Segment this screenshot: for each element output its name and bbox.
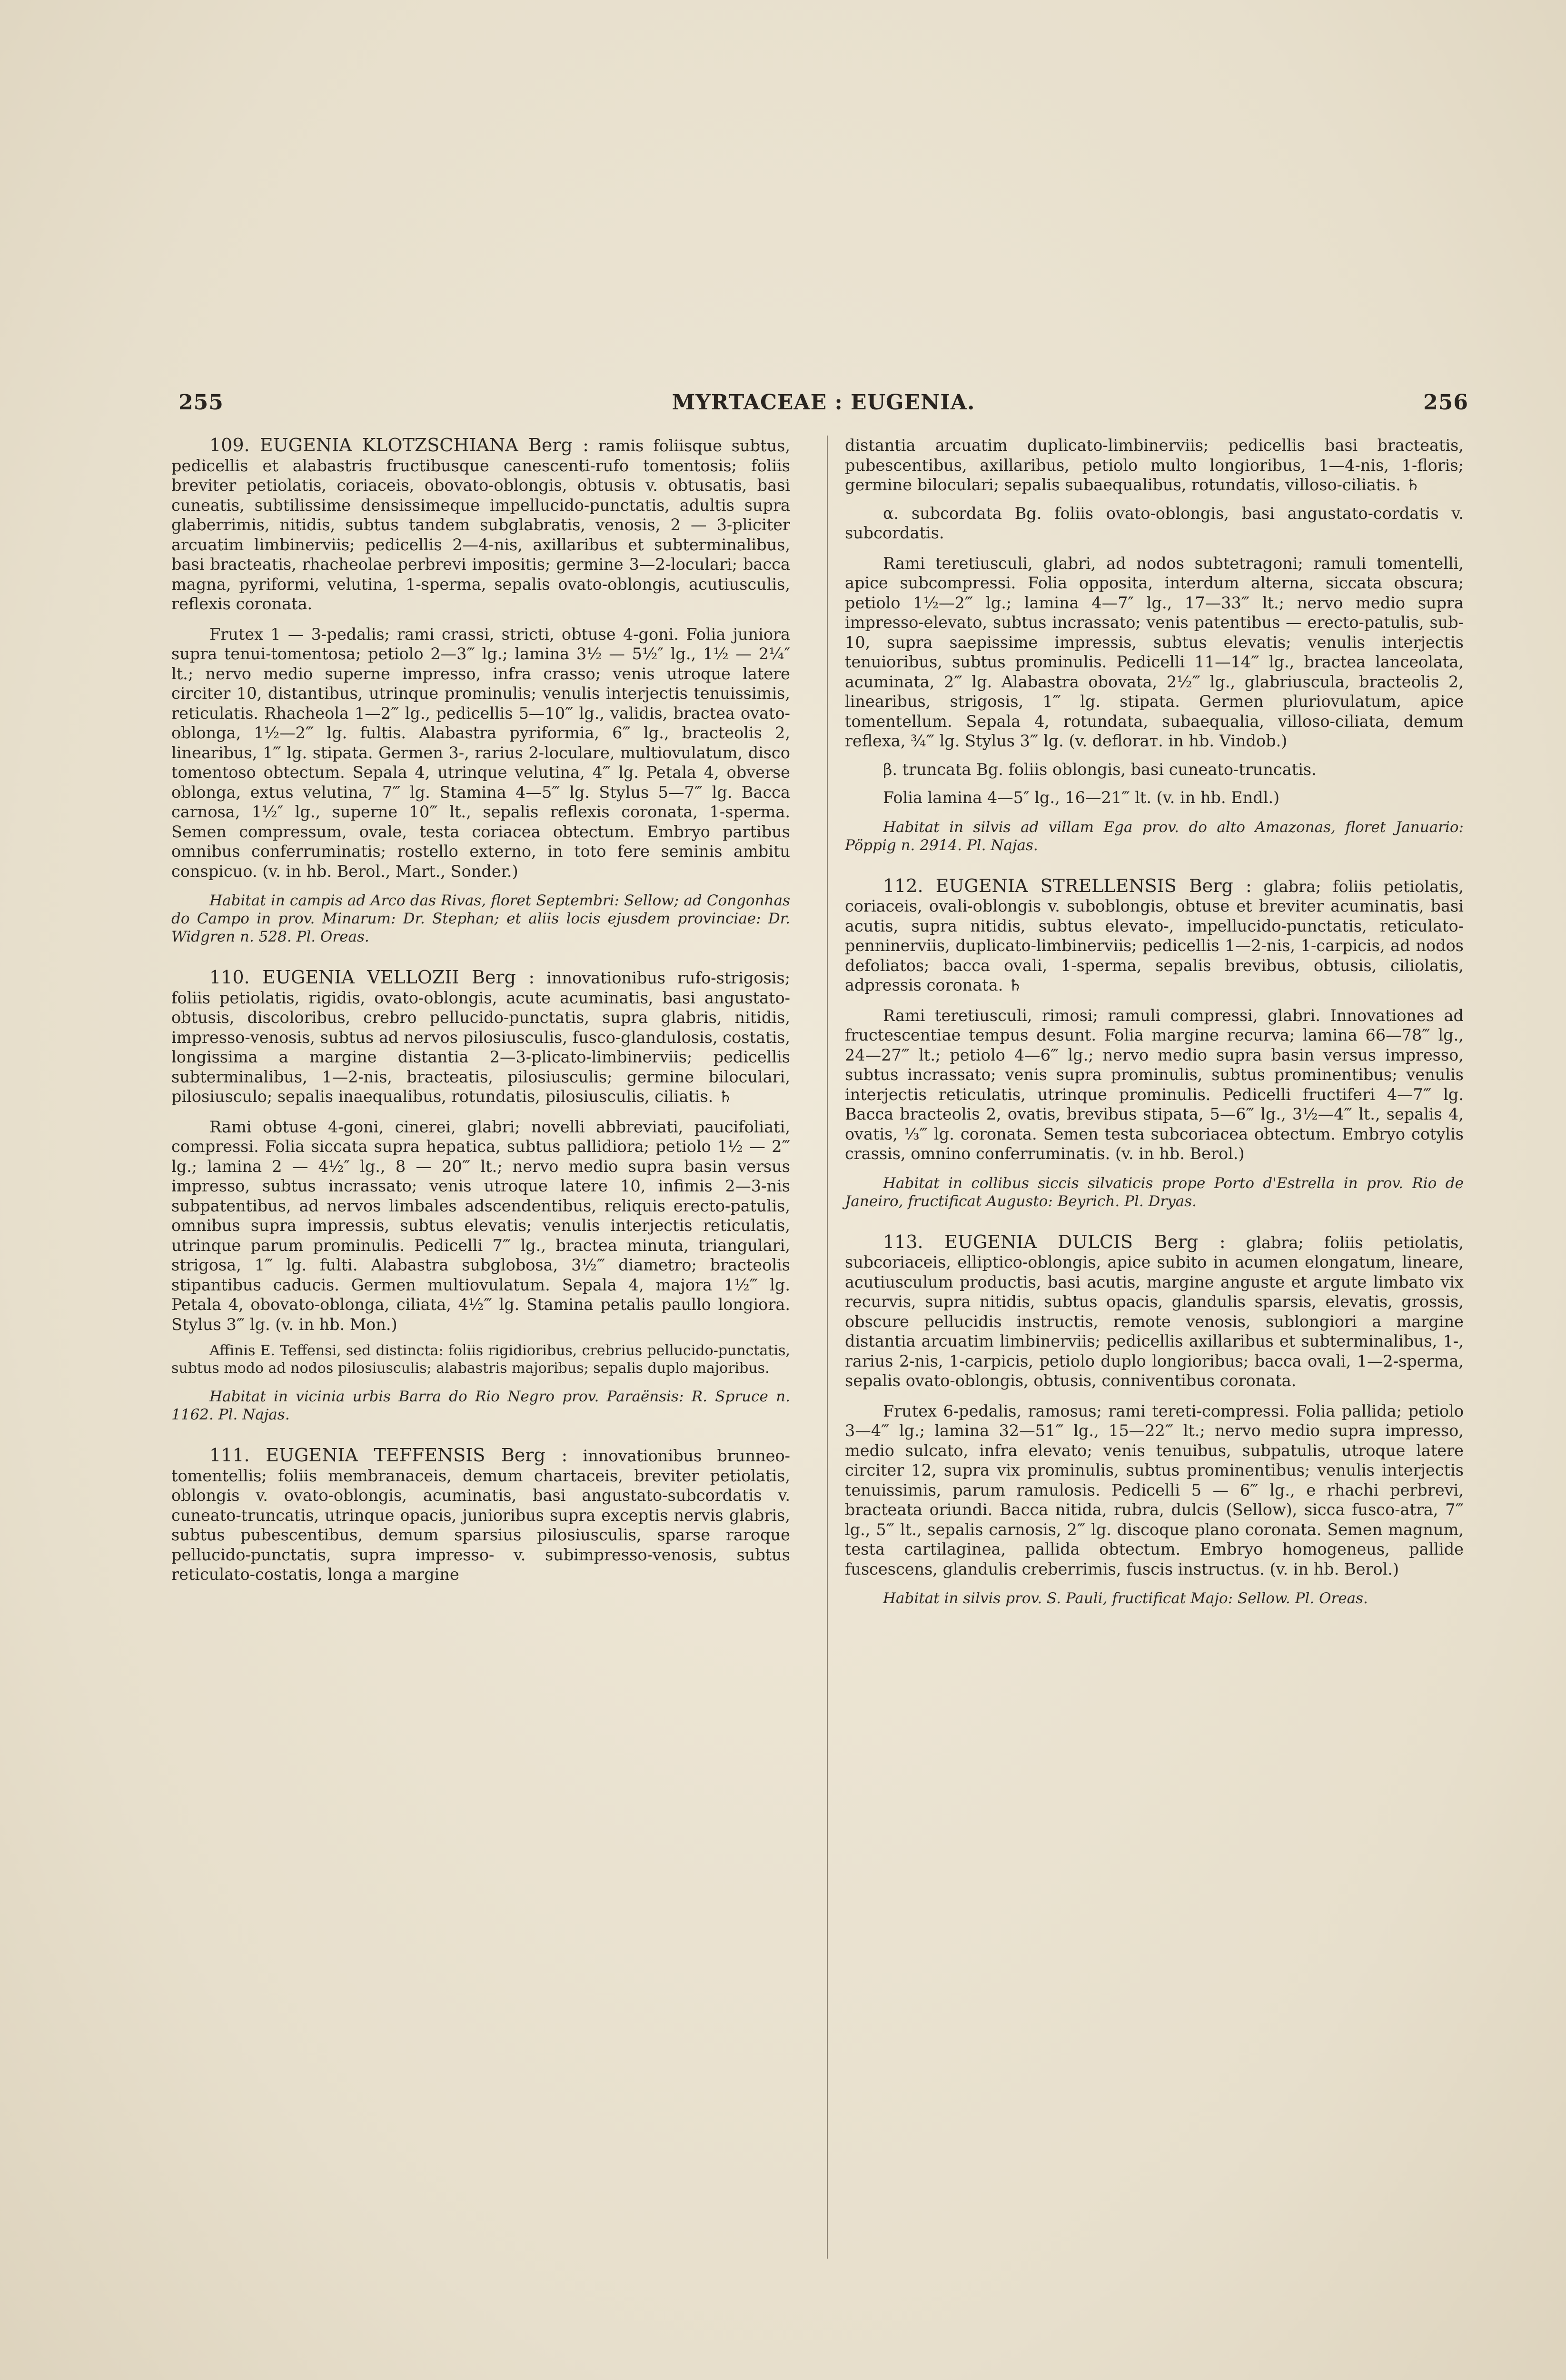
entry-heading: 109. EUGENIA KLOTZSCHIANA Berg : [209,435,589,456]
entry-description: Frutex 1 — 3-pedalis; rami crassi, stricti, obtuse 4-goni. Folia juniora supra tenui-tomentosa; petiolo 2—3‴ lg.; lamina 3½ — 5½″ lg., 1½ — 2¼″ lt.; nervo medio superne impresso, infra crasso; venis utroque latere circiter 10, distantibus, utrinque prominulis; venulis interjectis tenuissimis, reticulatis. Rhacheola 1—2‴ lg., pedicellis 5—10‴ lg., validis, bractea ovato-oblonga, 1½—2‴ lg. fultis. Alabastra pyriformia, 6‴ lg., bracteolis 2, linearibus, 1‴ lg. stipata. Germen 3-, rarius 2-loculare, multiovulatum, disco tomentoso obtectum. Sepala 4, utrinque velutina, 4‴ lg. Petala 4, obverse oblonga, extus velutina, 7‴ lg. Stamina 4—5‴ lg. Stylus 5—7‴ lg. Bacca carnosa, 1½″ lg., superne 10‴ lt., sepalis reflexis coronata, 1-sperma. Semen compressum, ovale, testa coriacea obtectum. Embryo partibus omnibus conferruminatis; rostello externo, in toto fere seminis ambitu conspicuo. (v. in hb. Berol., Mart., Sonder.) [171,625,790,881]
running-header [178,390,1468,428]
entry-heading: 113. EUGENIA DULCIS Berg : [883,1231,1226,1252]
column-divider [827,436,828,2259]
entry-habitat: Habitat in silvis prov. S. Pauli, fructificat Majo: Sellow. Pl. Oreas. [883,1590,1368,1607]
entry-diagnosis [171,1446,790,1585]
entry-habitat: Habitat in vicinia urbis Barra do Rio Negro prov. Paraënsis: R. Spruce n. 1162. Pl. Najas. [171,1388,790,1423]
diagnosis-text: glabra; foliis petiolatis, coriaceis, ovali-oblongis v. suboblongis, obtuse et breviter acuminatis, basi acutis, supra nitidis, subtus elevato-, impellucido-punctatis, reticulato-penninerviis, duplicato-limbinerviis; pedicellis 1—2-nis, 1-carpicis, ad nodos defoliatos; bacca ovali, 1-sperma, sepalis brevibus, obtusis, ciliolatis, adpressis coronata. ♄ [845,877,1464,994]
entry-habitat: Habitat in campis ad Arco das Rivas, floret Septembri: Sellow; ad Congonhas do Campo in prov. Minarum: Dr. Stephan; et aliis locis ejusdem provinciae: Dr. Widgren n. 528. Pl. Oreas. [171,892,790,945]
species-entry-112 [845,876,1464,1210]
entry-heading: 111. EUGENIA TEFFENSIS Berg : [209,1445,568,1466]
page-number-left: 255 [178,390,224,415]
species-entry-111-continued [845,436,1464,854]
diagnosis-text: ramis foliisque subtus, pedicellis et alabastris fructibusque canescenti-rufo tomentosis; foliis breviter petiolatis, coriaceis, obovato-oblongis, obtusis v. obtusatis, basi cuneatis, subtilissime densissimeque impellucido-punctatis, adultis supra glaberrimis, nitidis, subtus tandem subglabratis, venosis, 2 — 3-pliciter arcuatim limbinerviis; pedicellis 2—4-nis, axillaribus et subterminalibus, basi bracteatis, rhacheolae perbrevi impositis; germine 3—2-loculari; bacca magna, pyriformi, velutina, 1-sperma, sepalis ovato-oblongis, acutiusculis, reflexis coronata. [171,436,790,613]
entry-diagnosis [171,968,790,1107]
entry-heading: 110. EUGENIA VELLOZII Berg : [209,967,535,988]
variety-beta-description: Folia lamina 4—5″ lg., 16—21‴ lt. (v. in hb. Endl.) [883,788,1280,807]
entry-description: Rami teretiusculi, glabri, ad nodos subtetragoni; ramuli tomentelli, apice subcompressi. Folia opposita, interdum alterna, siccata obscura; petiolo 1½—2‴ lg.; lamina 4—7″ lg., 17—33‴ lt.; nervo medio supra impresso-elevato, subtus incrassato; venis patentibus — erecto-patulis, sub-10, supra saepissime impressis, subtus elevatis; venulis interjectis tenuioribus, subtus prominulis. Pedicelli 11—14‴ lg., bractea lanceolata, acuminata, 2‴ lg. Alabastra obovata, 2½‴ lg., glabriuscula, bracteolis 2, linearibus, strigosis, 1‴ lg. stipata. Germen pluriovulatum, apice tomentellum. Sepala 4, rotundata, subaequalia, villoso-ciliata, demum reflexa, ¾‴ lg. Stylus 3‴ lg. (v. defloraт. in hb. Vindob.) [845,554,1464,750]
species-entry-110 [171,968,790,1424]
species-entry-111 [171,1446,790,1585]
entry-habitat: Habitat in silvis ad villam Ega prov. do alto Amazonas, floret Januario: Pöppig n. 2914. Pl. Najas. [845,818,1464,854]
entry-description: Rami obtuse 4-goni, cinerei, glabri; novelli abbreviati, paucifoliati, compressi. Folia siccata supra hepatica, subtus pallidiora; petiolo 1½ — 2‴ lg.; lamina 2 — 4½″ lg., 8 — 20‴ lt.; nervo medio supra basin versus impresso, subtus incrassato; venis utroque latere 10, infimis 2—3-nis subpatentibus, ad nervos limbales adscendentibus, reliquis erecto-patulis, omnibus supra impressis, subtus elevatis; venulis interjectis reticulatis, utrinque parum prominulis. Pedicelli 7‴ lg., bractea minuta, triangulari, strigosa, 1‴ lg. fulti. Alabastra subglobosa, 3½‴ diametro; bracteolis stipantibus caducis. Germen multiovulatum. Sepala 4, majora 1½‴ lg. Petala 4, obovato-oblonga, ciliata, 4½‴ lg. Stamina petalis paullo longiora. Stylus 3‴ lg. (v. in hb. Mon.) [171,1117,790,1334]
diagnosis-text: innovationibus rufo-strigosis; foliis petiolatis, rigidis, ovato-oblongis, acute acuminatis, basi angustato-obtusis, discoloribus, crebro pellucido-punctatis, supra glabris, nitidis, impresso-venosis, subtus ad nervos pilosiusculis, fusco-glandulosis, costatis, longissima a margine distantia 2—3-plicato-limbinerviis; pedicellis subterminalibus, 1—2-nis, bracteatis, pilosiusculis; germine biloculari, pilosiusculo; sepalis inaequalibus, rotundatis, pilosiusculis, ciliatis. ♄ [171,969,790,1106]
page-number-right: 256 [1423,390,1468,415]
entry-description: Frutex 6-pedalis, ramosus; rami tereti-compressi. Folia pallida; petiolo 3—4‴ lg.; lamina 32—51‴ lg., 15—22‴ lt.; nervo medio supra impresso, medio sulcato, infra elevato; venis tenuibus, subpatulis, utroque latere circiter 12, supra vix prominulis, subtus prominentibus; venulis interjectis tenuissimis, parum ramulosis. Pedicelli 5 — 6‴ lg., e rhachi perbrevi, bracteata oriundi. Bacca nitida, rubra, dulcis (Sellow), sicca fusco-atra, 7‴ lg., 5‴ lt., sepalis carnosis, 2‴ lg. discoque plano coronata. Semen magnum, testa cartilaginea, pallida obtectum. Embryo homogeneus, pallide fuscescens, glandulis creberrimis, fuscis instructus. (v. in hb. Berol.) [845,1401,1464,1578]
entry-diagnosis [845,876,1464,995]
entry-note: Affinis E. Teffensi, sed distincta: foliis rigidioribus, crebrius pellucido-punctatis, subtus modo ad nodos pilosiusculis; alabastris majoribus; sepalis duplo majoribus. [171,1342,790,1377]
left-column [171,436,790,1585]
entry-habitat: Habitat in collibus siccis silvaticis prope Porto d'Estrella in prov. Rio de Janeiro, fructificat Augusto: Beyrich. Pl. Dryas. [845,1174,1464,1210]
entry-heading: 112. EUGENIA STRELLENSIS Berg : [883,875,1252,896]
variety-beta: β. truncata Bg. foliis oblongis, basi cuneato-truncatis. [883,760,1317,779]
entry-description: Rami teretiusculi, rimosi; ramuli compressi, glabri. Innovationes ad fructescentiae tempus desunt. Folia margine recurva; lamina 66—78‴ lg., 24—27‴ lt.; petiolo 4—6‴ lg.; nervo medio supra basin versus impresso, subtus incrassato; venis supra prominulis, subtus prominentibus; venulis interjectis reticulatis, utrinque prominulis. Pedicelli fructiferi 4—7‴ lg. Bacca bracteolis 2, ovatis, brevibus stipata, 5—6‴ lg., 3½—4‴ lt., sepalis 4, ovatis, ⅓‴ lg. coronata. Semen testa subcoriacea obtectum. Embryo cotylis crassis, omnino conferruminatis. (v. in hb. Berol.) [845,1006,1464,1163]
diagnosis-text: innovationibus brunneo-tomentellis; foliis membranaceis, demum chartaceis, breviter petiolatis, oblongis v. ovato-oblongis, acuminatis, basi angustato-subcordatis v. cuneato-truncatis, utrinque opacis, junioribus supra exceptis nervis glabris, subtus pubescentibus, demum sparsius pilosiusculis, sparse raroque pellucido-punctatis, supra impresso- v. subimpresso-venosis, subtus reticulato-costatis, longa a margine [171,1447,790,1584]
variety-alpha: α. subcordata Bg. foliis ovato-oblongis, basi angustato-cordatis v. subcordatis. [845,504,1464,542]
entry-diagnosis [845,1232,1464,1391]
species-entry-109 [171,436,790,946]
running-title: MYRTACEAE : EUGENIA. [672,390,975,415]
species-entry-113 [845,1232,1464,1608]
right-column [845,436,1464,1607]
entry-diagnosis [171,436,790,614]
diagnosis-continuation: distantia arcuatim duplicato-limbinerviis; pedicellis basi bracteatis, pubescentibus, axillaribus, petiolo multo longioribus, 1—4-nis, 1-floris; germine biloculari; sepalis subaequalibus, rotundatis, villoso-ciliatis. ♄ [845,436,1464,494]
diagnosis-text: glabra; foliis petiolatis, subcoriaceis, elliptico-oblongis, apice subito in acumen elongatum, lineare, acutiusculum productis, basi acutis, margine anguste et argute limbato vix recurvis, supra nitidis, subtus opacis, glandulis sparsis, elevatis, grossis, obscure pellucidis instructis, remote venosis, sublongiori a margine distantia arcuatim limbinerviis; pedicellis axillaribus et subterminalibus, 1-, rarius 2-nis, 1-carpicis, petiolo duplo longioribus; bacca ovali, 1—2-sperma, sepalis ovato-oblongis, obtusis, conniventibus coronata. [845,1233,1464,1390]
